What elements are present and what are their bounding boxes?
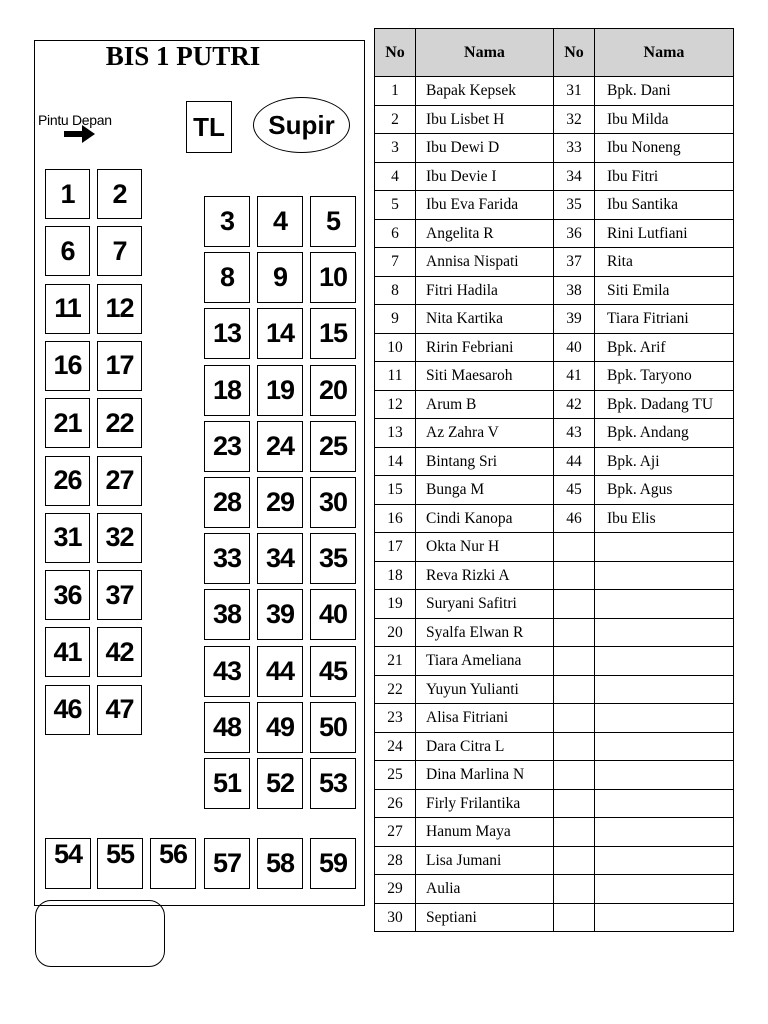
cell-nama (595, 818, 734, 847)
table-row (375, 561, 734, 590)
cell-no: 16 (375, 504, 416, 533)
cell-nama: Reva Rizki A (416, 561, 554, 590)
cell-no: 15 (375, 476, 416, 505)
cell-no (554, 533, 595, 562)
seat-58: 58 (257, 838, 303, 889)
cell-nama: Lisa Jumani (416, 846, 554, 875)
cell-nama: Septiani (416, 903, 554, 932)
table-row (375, 533, 734, 562)
table-row (375, 77, 734, 106)
table-row (375, 276, 734, 305)
seat-37: 37 (97, 570, 142, 620)
table-row (375, 875, 734, 904)
cell-no: 24 (375, 732, 416, 761)
cell-nama: Firly Frilantika (416, 789, 554, 818)
seat-45: 45 (310, 646, 356, 697)
cell-no: 13 (375, 419, 416, 448)
cell-no (554, 647, 595, 676)
cell-no (554, 789, 595, 818)
cell-no: 31 (554, 77, 595, 106)
cell-nama: Syalfa Elwan R (416, 618, 554, 647)
cell-no: 29 (375, 875, 416, 904)
cell-nama: Bpk. Andang (595, 419, 734, 448)
seat-33: 33 (204, 533, 250, 584)
cell-nama: Bpk. Taryono (595, 362, 734, 391)
cell-no: 23 (375, 704, 416, 733)
cell-nama: Bpk. Dadang TU (595, 390, 734, 419)
table-body (375, 77, 734, 932)
cell-no: 21 (375, 647, 416, 676)
cell-nama: Ibu Fitri (595, 162, 734, 191)
cell-nama: Ibu Devie I (416, 162, 554, 191)
cell-no: 9 (375, 305, 416, 334)
seat-3: 3 (204, 196, 250, 247)
seat-31: 31 (45, 513, 90, 563)
rear-area (35, 900, 165, 967)
seat-2: 2 (97, 169, 142, 219)
cell-no (554, 903, 595, 932)
cell-no: 40 (554, 333, 595, 362)
cell-nama (595, 561, 734, 590)
seat-44: 44 (257, 646, 303, 697)
cell-nama: Tiara Fitriani (595, 305, 734, 334)
cell-no: 42 (554, 390, 595, 419)
cell-nama: Siti Emila (595, 276, 734, 305)
cell-no (554, 846, 595, 875)
table-row (375, 789, 734, 818)
cell-nama (595, 846, 734, 875)
column-header-no: No (554, 29, 595, 77)
seat-1: 1 (45, 169, 90, 219)
cell-no: 39 (554, 305, 595, 334)
column-header-nama: Nama (416, 29, 554, 77)
seat-48: 48 (204, 702, 250, 753)
cell-no: 8 (375, 276, 416, 305)
cell-nama (595, 647, 734, 676)
seat-50: 50 (310, 702, 356, 753)
cell-nama: Bpk. Arif (595, 333, 734, 362)
cell-no: 35 (554, 191, 595, 220)
table-row (375, 504, 734, 533)
seat-20: 20 (310, 365, 356, 416)
cell-no: 3 (375, 134, 416, 163)
seat-35: 35 (310, 533, 356, 584)
cell-no: 4 (375, 162, 416, 191)
table-row (375, 305, 734, 334)
table-header-row (375, 29, 734, 77)
cell-nama: Ibu Santika (595, 191, 734, 220)
cell-no: 1 (375, 77, 416, 106)
table-row (375, 903, 734, 932)
cell-no: 25 (375, 761, 416, 790)
cell-no: 20 (375, 618, 416, 647)
cell-no: 19 (375, 590, 416, 619)
table-row (375, 447, 734, 476)
cell-nama: Hanum Maya (416, 818, 554, 847)
cell-no: 11 (375, 362, 416, 391)
cell-nama: Ririn Febriani (416, 333, 554, 362)
cell-no: 38 (554, 276, 595, 305)
cell-no: 5 (375, 191, 416, 220)
cell-no (554, 818, 595, 847)
cell-no: 37 (554, 248, 595, 277)
cell-nama: Yuyun Yulianti (416, 675, 554, 704)
seat-55: 55 (97, 838, 143, 889)
cell-nama: Ibu Milda (595, 105, 734, 134)
cell-nama: Rini Lutfiani (595, 219, 734, 248)
seat-4: 4 (257, 196, 303, 247)
arrow-right-icon (64, 124, 96, 144)
seat-15: 15 (310, 308, 356, 359)
seat-47: 47 (97, 685, 142, 735)
seat-29: 29 (257, 477, 303, 528)
seat-41: 41 (45, 627, 90, 677)
column-header-nama: Nama (595, 29, 734, 77)
cell-no (554, 590, 595, 619)
cell-no (554, 561, 595, 590)
seat-24: 24 (257, 421, 303, 472)
cell-nama: Ibu Eva Farida (416, 191, 554, 220)
seat-51: 51 (204, 758, 250, 809)
table-row (375, 704, 734, 733)
seat-21: 21 (45, 398, 90, 448)
cell-no: 10 (375, 333, 416, 362)
cell-no: 22 (375, 675, 416, 704)
cell-nama (595, 875, 734, 904)
cell-nama: Aulia (416, 875, 554, 904)
cell-no (554, 618, 595, 647)
cell-nama: Siti Maesaroh (416, 362, 554, 391)
seat-28: 28 (204, 477, 250, 528)
table-row (375, 219, 734, 248)
cell-nama: Bpk. Aji (595, 447, 734, 476)
table-row (375, 818, 734, 847)
cell-no: 17 (375, 533, 416, 562)
toilet-box: TL (186, 101, 232, 153)
seat-53: 53 (310, 758, 356, 809)
cell-no (554, 732, 595, 761)
seat-27: 27 (97, 456, 142, 506)
seat-52: 52 (257, 758, 303, 809)
cell-no: 43 (554, 419, 595, 448)
table-row (375, 846, 734, 875)
passenger-table (374, 28, 734, 932)
cell-no: 28 (375, 846, 416, 875)
cell-nama: Bpk. Agus (595, 476, 734, 505)
cell-nama: Suryani Safitri (416, 590, 554, 619)
seat-6: 6 (45, 226, 90, 276)
table-row (375, 134, 734, 163)
cell-no (554, 704, 595, 733)
cell-nama: Ibu Noneng (595, 134, 734, 163)
seat-42: 42 (97, 627, 142, 677)
seat-38: 38 (204, 589, 250, 640)
cell-no: 2 (375, 105, 416, 134)
cell-nama (595, 590, 734, 619)
cell-nama (595, 732, 734, 761)
cell-nama: Dina Marlina N (416, 761, 554, 790)
seat-59: 59 (310, 838, 356, 889)
seat-23: 23 (204, 421, 250, 472)
cell-nama: Dara Citra L (416, 732, 554, 761)
cell-no (554, 675, 595, 704)
cell-nama: Az Zahra V (416, 419, 554, 448)
cell-nama (595, 903, 734, 932)
seat-10: 10 (310, 252, 356, 303)
table-row (375, 675, 734, 704)
table-row (375, 590, 734, 619)
seat-12: 12 (97, 284, 142, 334)
cell-nama: Angelita R (416, 219, 554, 248)
table-row (375, 618, 734, 647)
seat-16: 16 (45, 341, 90, 391)
cell-nama: Ibu Lisbet H (416, 105, 554, 134)
seat-18: 18 (204, 365, 250, 416)
cell-nama: Bunga M (416, 476, 554, 505)
cell-nama: Ibu Elis (595, 504, 734, 533)
seat-30: 30 (310, 477, 356, 528)
table-row (375, 362, 734, 391)
seat-40: 40 (310, 589, 356, 640)
driver-seat: Supir (253, 97, 350, 153)
seat-39: 39 (257, 589, 303, 640)
seat-25: 25 (310, 421, 356, 472)
cell-nama (595, 675, 734, 704)
seat-13: 13 (204, 308, 250, 359)
table-row (375, 162, 734, 191)
cell-no: 7 (375, 248, 416, 277)
cell-no: 33 (554, 134, 595, 163)
cell-nama: Arum B (416, 390, 554, 419)
seat-26: 26 (45, 456, 90, 506)
table-row (375, 476, 734, 505)
cell-no: 12 (375, 390, 416, 419)
cell-no (554, 875, 595, 904)
seat-22: 22 (97, 398, 142, 448)
cell-no: 26 (375, 789, 416, 818)
cell-nama: Cindi Kanopa (416, 504, 554, 533)
table-row (375, 191, 734, 220)
cell-no: 30 (375, 903, 416, 932)
table-row (375, 732, 734, 761)
seat-14: 14 (257, 308, 303, 359)
cell-no: 44 (554, 447, 595, 476)
seat-17: 17 (97, 341, 142, 391)
bus-title: BIS 1 PUTRI (105, 41, 261, 71)
cell-no: 6 (375, 219, 416, 248)
seat-9: 9 (257, 252, 303, 303)
cell-no: 45 (554, 476, 595, 505)
seat-56: 56 (150, 838, 196, 889)
cell-no: 32 (554, 105, 595, 134)
cell-no: 18 (375, 561, 416, 590)
cell-nama: Rita (595, 248, 734, 277)
cell-nama: Annisa Nispati (416, 248, 554, 277)
seat-5: 5 (310, 196, 356, 247)
seat-19: 19 (257, 365, 303, 416)
cell-no: 36 (554, 219, 595, 248)
cell-nama: Okta Nur H (416, 533, 554, 562)
front-door-label: Pintu Depan (38, 112, 112, 128)
cell-no: 14 (375, 447, 416, 476)
cell-no: 46 (554, 504, 595, 533)
cell-nama: Fitri Hadila (416, 276, 554, 305)
seat-34: 34 (257, 533, 303, 584)
table-row (375, 248, 734, 277)
cell-nama: Tiara Ameliana (416, 647, 554, 676)
cell-nama: Bapak Kepsek (416, 77, 554, 106)
table-row (375, 647, 734, 676)
cell-no: 41 (554, 362, 595, 391)
cell-nama: Alisa Fitriani (416, 704, 554, 733)
cell-nama (595, 618, 734, 647)
table-row (375, 390, 734, 419)
table-row (375, 419, 734, 448)
cell-no: 27 (375, 818, 416, 847)
table-row (375, 333, 734, 362)
cell-nama (595, 533, 734, 562)
seat-36: 36 (45, 570, 90, 620)
seat-49: 49 (257, 702, 303, 753)
seat-32: 32 (97, 513, 142, 563)
seat-46: 46 (45, 685, 90, 735)
seat-54: 54 (45, 838, 91, 889)
cell-no: 34 (554, 162, 595, 191)
seat-7: 7 (97, 226, 142, 276)
seat-11: 11 (45, 284, 90, 334)
cell-nama: Nita Kartika (416, 305, 554, 334)
cell-no (554, 761, 595, 790)
seat-8: 8 (204, 252, 250, 303)
cell-nama (595, 761, 734, 790)
table-row (375, 761, 734, 790)
cell-nama: Bpk. Dani (595, 77, 734, 106)
seat-43: 43 (204, 646, 250, 697)
column-header-no: No (375, 29, 416, 77)
cell-nama (595, 789, 734, 818)
cell-nama: Ibu Dewi D (416, 134, 554, 163)
cell-nama (595, 704, 734, 733)
cell-nama: Bintang Sri (416, 447, 554, 476)
seat-57: 57 (204, 838, 250, 889)
table-row (375, 105, 734, 134)
